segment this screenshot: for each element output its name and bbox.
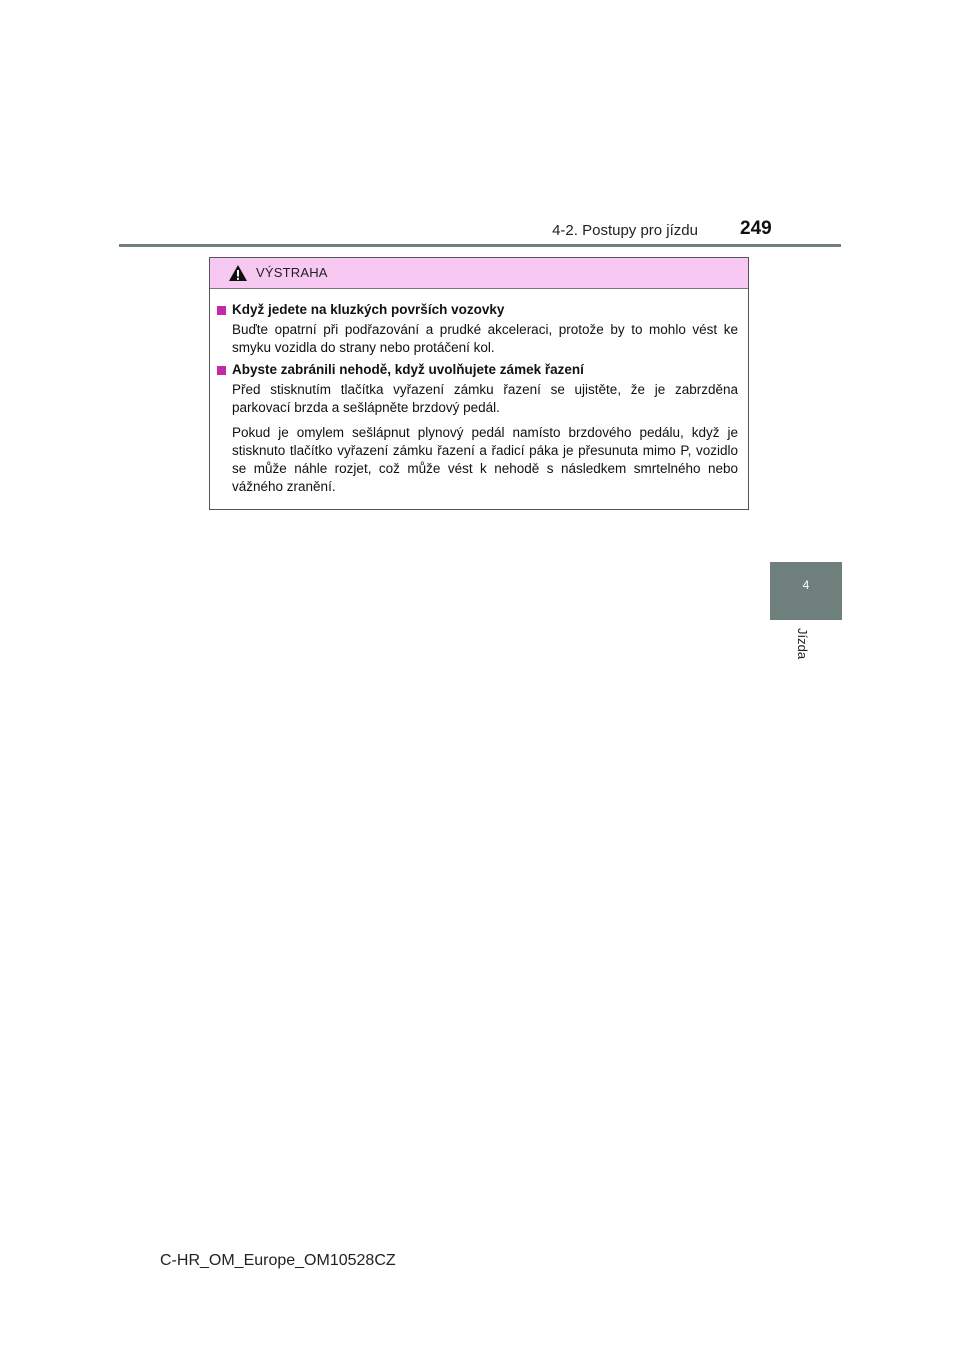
warning-header <box>210 258 748 289</box>
section-heading <box>217 361 738 379</box>
paragraph: Před stisknutím tlačítka vyřazení zámku řazení se ujistěte, že je zabrzděna parkovací brzda a sešlápněte brzdový pedál. <box>232 382 738 415</box>
warning-triangle-icon <box>228 264 248 287</box>
warning-body <box>210 289 748 496</box>
warning-box <box>209 257 749 510</box>
document-code: C-HR_OM_Europe_OM10528CZ <box>160 1252 396 1269</box>
warning-title: VÝSTRAHA <box>256 265 328 280</box>
warning-section-shift-lock <box>217 361 738 496</box>
section-heading-text: Abyste zabránili nehodě, když uvolňujete zámek řazení <box>232 362 584 377</box>
bullet-square-icon <box>217 366 226 375</box>
page-number: 249 <box>740 218 772 239</box>
section-heading-text: Když jedete na kluzkých površích vozovky <box>232 302 505 317</box>
chapter-number: 4 <box>802 578 810 592</box>
paragraph: Buďte opatrní při podřazování a prudké akceleraci, protože by to mohlo vést ke smyku vozidla do strany nebo protáčení kol. <box>232 322 738 355</box>
paragraph: Pokud je omylem sešlápnut plynový pedál namísto brzdového pedálu, když je stisknuto tlačítko vyřazení zámku řazení a řadicí páka je přesunuta mimo P, vozidlo se může náhle rozjet, což může vést k nehodě s následkem smrtelného nebo vážného zranění. <box>232 425 738 494</box>
header-divider <box>119 244 841 247</box>
chapter-label: Jízda <box>795 628 810 660</box>
section-heading <box>217 301 738 319</box>
warning-section-slippery <box>217 301 738 357</box>
chapter-tab <box>770 562 842 620</box>
section-title: 4-2. Postupy pro jízdu <box>552 222 698 239</box>
bullet-square-icon <box>217 306 226 315</box>
